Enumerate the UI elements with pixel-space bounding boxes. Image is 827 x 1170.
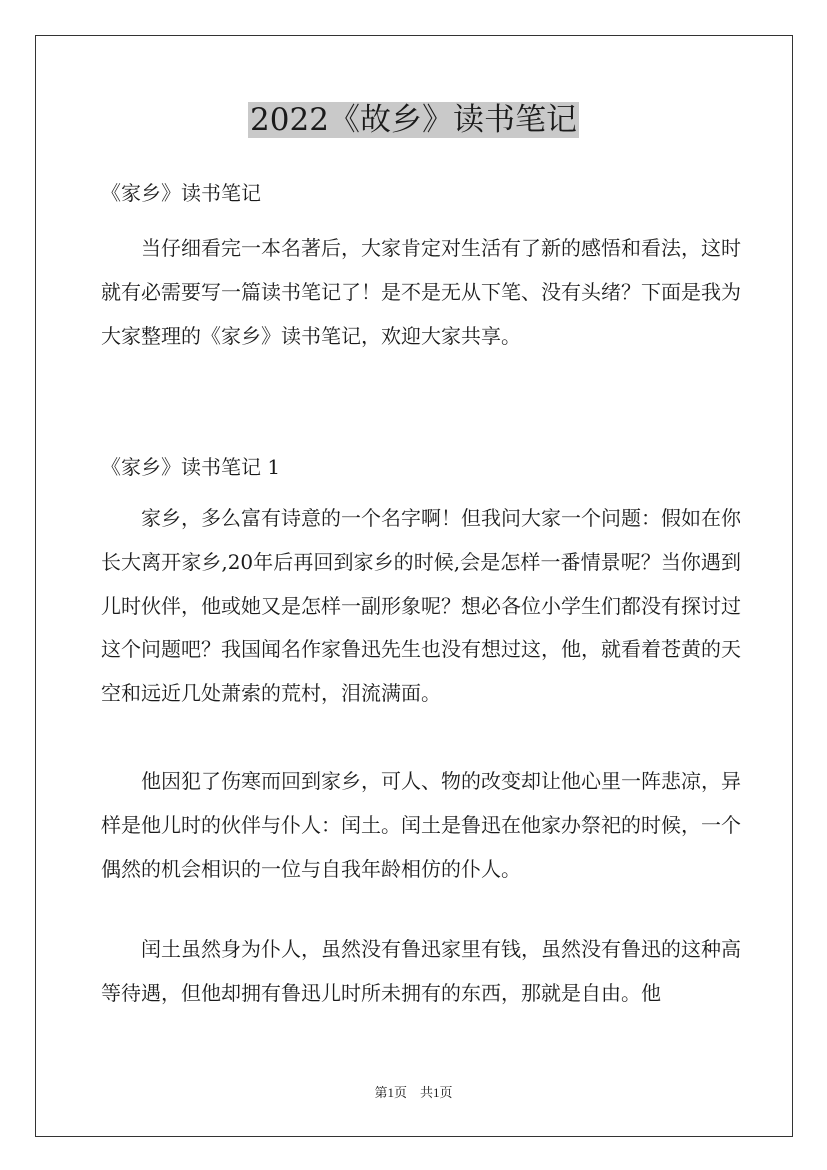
- body-paragraph-3: 闰土虽然身为仆人，虽然没有鲁迅家里有钱，虽然没有鲁迅的这种高等待遇，但他却拥有鲁迅儿时所未拥有的东西，那就是自由。他: [101, 937, 741, 1005]
- body-paragraph-2: 他因犯了伤寒而回到家乡，可人、物的改变却让他心里一阵悲凉，异样是他儿时的伙伴与仆人：闰土。闰土是鲁迅在他家办祭祀的时候，一个偶然的机会相识的一位与自我年龄相仿的仆人。: [101, 769, 741, 881]
- document-title: [0, 98, 827, 142]
- document-title-text: 2022《故乡》读书笔记: [250, 102, 577, 138]
- section-heading: 《家乡》读书笔记 1: [101, 455, 281, 479]
- intro-paragraph: 当仔细看完一本名著后，大家肯定对生活有了新的感悟和看法，这时就有必需要写一篇读书笔记了！是不是无从下笔、没有头绪？下面是我为大家整理的《家乡》读书笔记，欢迎大家共享。: [101, 236, 741, 348]
- intro-heading: 《家乡》读书笔记: [101, 181, 261, 205]
- body-paragraph-1: 家乡，多么富有诗意的一个名字啊！但我问大家一个问题：假如在你长大离开家乡,20年后再回到家乡的时候,会是怎样一番情景呢？当你遇到儿时伙伴，他或她又是怎样一副形象呢？想必各位小学生们都没有探讨过这个问题吧？我国闻名作家鲁迅先生也没有想过这，他，就看着苍黄的天空和远近几处萧索的荒村，泪流满面。: [101, 506, 741, 706]
- page-number-footer: 第1页 共1页: [374, 1085, 453, 1100]
